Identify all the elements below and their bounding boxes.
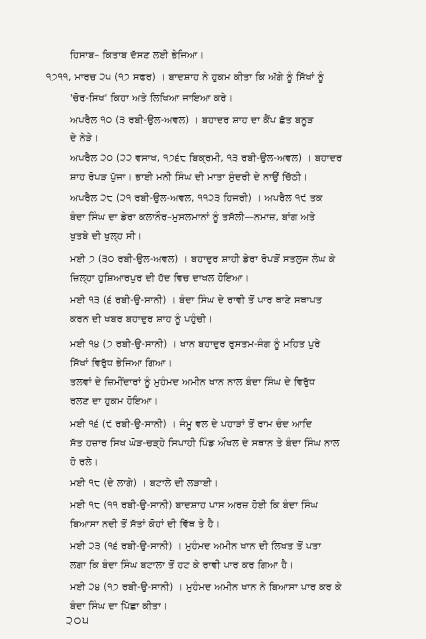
text-line: ਅਪਰੈਲ ੧੦ (੩ ਰਬੀ-ਉਲ-ਅਵਲ) । ਬਹਾਦਰ ਸ਼ਾਹ ਦਾ ਕੈਂਪ ਛੱਤ ਬਨੂੜ [70, 115, 314, 126]
text-line: ਹੋ ਰਲੇ। [70, 457, 99, 468]
text-line: ਮਈ ੨੪ (੧੭ ਰਬੀ-ਉ-ਸਾਨੀ) । ਮੁਹੰਮਦ ਅਮੀਨ ਖਾਨ ਨੇ ਬਿਆਸਾ ਪਾਰ ਕਰ ਕੇ [70, 582, 342, 593]
text-line: ਮਈ ੧੮ (੧੧ ਰਬੀ-ਉ-ਸਾਨੀ) ਬਾਦਸ਼ਾਹ ਪਾਸ ਅਰਜ਼ ਹੋਈ ਕਿ ਬੰਦਾ ਸਿੰਘ [70, 500, 318, 511]
text-line: ਸ਼ਾਹ ਰੋਪੜ ਪੁੱਜਾ। ਭਾਈ ਮਨੀ ਸਿੰਘ ਦੀ ਮਾਤਾ ਸੁੰਦਰੀ ਦੇ ਨਾਉਂ ਚਿੱਠੀ। [70, 172, 308, 183]
text-line: ਅਪਰੈਲ ੨੮ (੨੧ ਰਬੀ-ਉਲ-ਅਵਲ, ੧੧੨੩ ਹਿਜਰੀ) । ਅਪਰੈਲ ੧੯ ਤਕ [70, 193, 323, 204]
text-line: ਦੇ ਨੇੜੇ। [70, 133, 99, 144]
text-line: ੧੭੧੧, ਮਾਰਚ ੨੫ (੧੭ ਸਫਰ) । ਬਾਦਸ਼ਾਹ ਨੇ ਹੁਕਮ ਕੀਤਾ ਕਿ ਅੱਗੇ ਨੂੰ ਸਿੱਖਾਂ ਨੂੰ [46, 72, 324, 83]
text-line: ਸਿੱਖਾਂ ਵਿਰੁੱਧ ਭੇਜਿਆ ਗਿਆ। [70, 358, 173, 369]
text-line: ਸੱਤ ਹਜ਼ਾਰ ਸਿਖ ਘੋੜ-ਚੜ੍ਹੇ ਸਿਪਾਹੀ ਪਿੰਡ ਔਖਲ ਦੇ ਸਥਾਨ ਤੇ ਬੰਦਾ ਸਿੰਘ ਨਾਲ [70, 438, 340, 449]
text-line: ਖੁਤਬੇ ਦੀ ਖੁਲ੍ਹ ਸੀ। [70, 231, 142, 242]
text-line: ਮਈ ੧੬ (੯ ਰਬੀ-ਉ-ਸਾਨੀ) । ਜੰਮੂ ਵਲ ਦੇ ਪਹਾੜਾਂ ਤੋਂ ਰਾਮ ਚੰਦ ਆਦਿ [70, 419, 313, 430]
text-line: ਬੰਦਾ ਸਿੰਘ ਦਾ ਪਿੱਛਾ ਕੀਤਾ। [70, 601, 168, 612]
text-line: ਲਗਾ ਕਿ ਬੰਦਾ ਸਿੰਘ ਬਟਾਲਾ ਤੋਂ ਹਟ ਕੇ ਰਾਵੀ ਪਾਰ ਕਰ ਗਿਆ ਹੈ। [70, 560, 294, 571]
text-line: ਮਈ ੧੪ (੭ ਰਬੀ-ਉ-ਸਾਨੀ) । ਖਾਨ ਬਹਾਦੁਰ ਰੁਸਤਮ-ਜੰਗ ਨੂੰ ਮਹਿਤ ਪੁਰੇ [70, 339, 321, 350]
text-line: ਹਿਸਾਬ– ਕਿਤਾਬ ਦੱਸਣ ਲਈ ਭੇਜਿਆ। [70, 50, 205, 61]
text-line: 'ਚੋਰ-ਸਿਖ' ਕਿਹਾ ਅਤੇ ਲਿਖਿਆ ਜਾਇਆ ਕਰੇ। [70, 93, 234, 104]
page-number: ੨੦੫ [66, 614, 90, 627]
text-line: ਮਈ ੧੩ (੬ ਰਬੀ-ਉ-ਸਾਨੀ) । ਬੰਦਾ ਸਿੰਘ ਦੇ ਰਾਵੀ ਤੋਂ ਪਾਰ ਥਾਣੇ ਸਥਾਪਤ [70, 295, 323, 306]
text-line: ਜ਼ਿਲ੍ਹਾ ਹੁਸ਼ਿਆਰਪੁਰ ਦੀ ਹੱਦ ਵਿਚ ਦਾਖਲ ਹੋਇਆ। [70, 273, 250, 284]
text-line: ਬਿਆਸਾ ਨਦੀ ਤੋਂ ਸੱਤਾਂ ਕੋਹਾਂ ਦੀ ਵਿੱਥ ਤੇ ਹੈ। [70, 519, 221, 530]
text-line: ਬੰਦਾ ਸਿੰਘ ਦਾ ਡੇਰਾ ਕਲਾਨੌਰ–ਮੁਸਲਮਾਨਾਂ ਨੂੰ ਤਸੱਲੀ—ਨਮਾਜ਼, ਬਾਂਗ ਅਤੇ [70, 212, 316, 223]
text-line: ਮਈ ੧੮ (ਦੇ ਲਾਗੇ) । ਬਟਾਲੇ ਦੀ ਲੜਾਈ। [70, 478, 219, 489]
text-line: ਮਈ ੭ (੩੦ ਰਬੀ-ਉਲ-ਅਵਲ) । ਬਹਾਦੁਰ ਸ਼ਾਹੀ ਡੇਰਾ ਰੋਪੜੋਂ ਸਤਲੁਜ ਲੰਘ ਕੇ [70, 254, 336, 265]
text-line: ਤਲਵਾਂ ਦੇ ਜ਼ਿਮੀਂਦਾਰਾਂ ਨੂੰ ਮੁਹੰਮਦ ਅਮੀਨ ਖਾਨ ਨਾਲ ਬੰਦਾ ਸਿੰਘ ਦੇ ਵਿਰੁੱਧ [70, 377, 316, 388]
text-line: ਰਲਣ ਦਾ ਹੁਕਮ ਹੋਇਆ। [70, 396, 159, 407]
text-line: ਕਰਨ ਦੀ ਖਬਰ ਬਹਾਦੁਰ ਸ਼ਾਹ ਨੂੰ ਪਹੁੰਚੀ। [70, 314, 213, 325]
text-line: ਅਪਰੈਲ ੨੦ (੨੨ ਵਸਾਖ, ੧੭੬੮ ਬਿਕ੍ਰਮੀ, ੧੩ ਰਬੀ-ਉਲ-ਅਵਲ) । ਬਹਾਦਰ [70, 153, 343, 164]
text-line: ਮਈ ੨੩ (੧੬ ਰਬੀ-ਉ-ਸਾਨੀ) । ਮੁਹੰਮਦ ਅਮੀਨ ਖਾਨ ਦੀ ਲਿਖਤ ਤੋਂ ਪਤਾ [70, 541, 322, 552]
